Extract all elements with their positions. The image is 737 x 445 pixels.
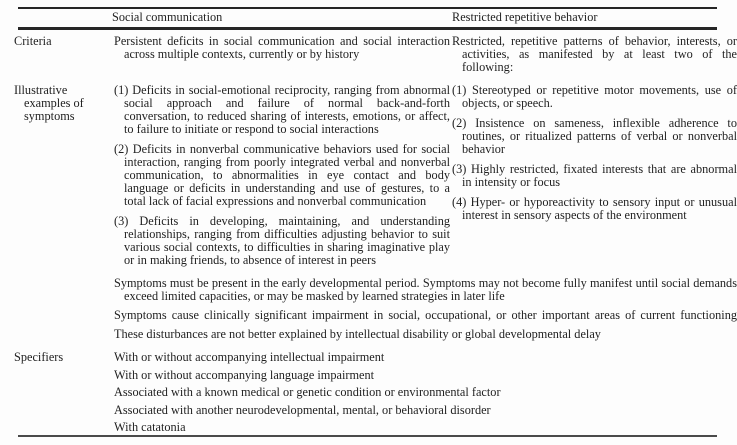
additional-criterion-not-better-explained: These disturbances are not better explained by intellectual disability or global developmental delay xyxy=(114,327,601,341)
row-label-illustrative-examples: Illustrative examples of symptoms xyxy=(14,83,84,123)
header-divider-rule xyxy=(18,27,717,30)
social-symptom-item-2: (2) Deficits in nonverbal communicative behaviors used for social interaction, ranging from poorly integrated verbal and nonverbal communication, to abnormalities in eye contact and body language or deficits in understanding and use of gestures, to a total lack of facial expressions and nonverbal communication xyxy=(114,142,450,208)
table-bottom-rule xyxy=(18,435,717,437)
table-body xyxy=(14,35,737,434)
specifier-neurodevelopmental-disorder: Associated with another neurodevelopmental, mental, or behavioral disorder xyxy=(114,402,491,417)
specifier-catatonia: With catatonia xyxy=(114,420,186,434)
criteria-social-text: Persistent deficits in social communication and social interaction across multiple contexts, currently or by history xyxy=(114,34,450,61)
specifiers-cell xyxy=(114,351,737,434)
restricted-symptom-item-2: (2) Insistence on sameness, inflexible adherence to routines, or ritualized patterns of verbal or nonverbal behavior xyxy=(452,116,737,156)
row-label-specifiers: Specifiers xyxy=(14,350,64,364)
specifier-intellectual-impairment: With or without accompanying intellectual impairment xyxy=(114,350,385,364)
specifier-medical-genetic-condition: Associated with a known medical or genetic condition or environmental factor xyxy=(114,385,501,399)
restricted-symptom-item-4: (4) Hyper- or hyporeactivity to sensory input or unusual interest in sensory aspects of the environment xyxy=(452,195,737,222)
restricted-symptom-item-1: (1) Stereotyped or repetitive motor movements, use of objects, or speech. xyxy=(452,83,737,110)
additional-criterion-developmental-period: Symptoms must be present in the early developmental period. Symptoms may not become fully manifest until social demands exceed limited capacities, or may be masked by learned strategies in later life xyxy=(114,276,737,303)
row-label-criteria: Criteria xyxy=(14,34,52,48)
criteria-restricted-text: Restricted, repetitive patterns of behavior, interests, or activities, as manifested by at least two of the following: xyxy=(452,34,737,74)
specifier-language-impairment: With or without accompanying language impairment xyxy=(114,367,375,382)
table-top-rule xyxy=(18,7,717,9)
column-header-restricted-repetitive-behavior: Restricted repetitive behavior xyxy=(452,10,598,24)
restricted-symptom-item-3: (3) Highly restricted, fixated interests that are abnormal in intensity or focus xyxy=(452,162,737,189)
additional-criteria-cell xyxy=(114,277,737,341)
criteria-restricted-cell xyxy=(452,35,737,74)
restricted-symptoms-cell xyxy=(452,84,737,267)
social-symptom-item-1: (1) Deficits in social-emotional reciprocity, ranging from abnormal social approach and failure of normal back-and-forth conversation, to reduced sharing of interests, emotions, or affect, to failure to initiate or respond to social interactions xyxy=(114,83,450,136)
criteria-social-cell xyxy=(114,35,450,74)
social-symptoms-cell xyxy=(114,84,450,267)
additional-criterion-impairment: Symptoms cause clinically significant impairment in social, occupational, or other important areas of current functioning xyxy=(114,308,737,322)
social-symptom-item-3: (3) Deficits in developing, maintaining, and understanding relationships, ranging from difficulties adjusting behavior to suit various social contexts, to difficulties in sharing imaginative play or in making friends, to absence of interest in peers xyxy=(114,214,450,267)
column-header-social-communication: Social communication xyxy=(112,10,223,24)
